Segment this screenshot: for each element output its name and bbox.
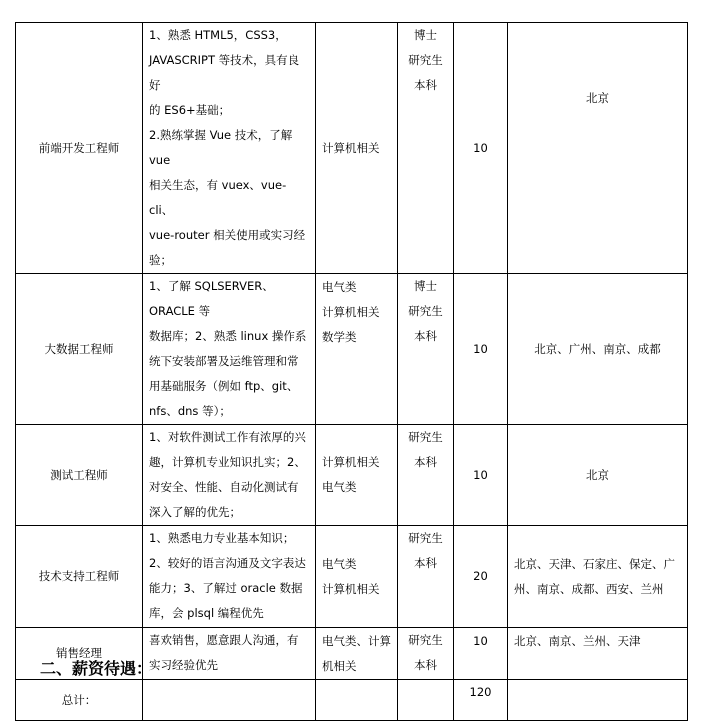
degree-cell: 研究生 本科 [398,526,454,628]
section-heading: 二、薪资待遇： [40,659,153,678]
headcount-cell: 10 [454,23,508,274]
job-openings-table [15,22,688,721]
major-cell: 计算机相关 电气类 [316,425,398,526]
location-cell: 北京 [508,425,688,526]
requirements-cell: 1、熟悉 HTML5，CSS3， JAVASCRIPT 等技术，具有良好 的 ES6+基础； 2.熟练掌握 Vue 技术，了解 vue 相关生态，有 vuex、vue-cli、 vue-router 相关使用或实习经 验； [143,23,316,274]
degree-cell: 博士 研究生 本科 [398,274,454,425]
headcount-cell: 10 [454,274,508,425]
degree-cell: 研究生 本科 [398,628,454,680]
table-row [16,425,688,526]
table-row [16,526,688,628]
job-title-cell: 测试工程师 [16,425,143,526]
empty-cell [143,680,316,721]
requirements-cell: 1、熟悉电力专业基本知识； 2、较好的语言沟通及文字表达 能力；3、了解过 oracle 数据 库，会 plsql 编程优先 [143,526,316,628]
job-title-cell: 大数据工程师 [16,274,143,425]
major-cell: 电气类 计算机相关 [316,526,398,628]
headcount-cell: 10 [454,425,508,526]
total-label: 总计： [16,680,143,721]
location-cell: 北京 [508,23,688,274]
table-row [16,23,688,274]
location-cell: 北京、广州、南京、成都 [508,274,688,425]
requirements-cell: 1、了解 SQLSERVER、ORACLE 等 数据库；2、熟悉 linux 操作系 统下安装部署及运维管理和常 用基础服务（例如 ftp、git、 nfs、dns 等）； [143,274,316,425]
major-cell: 电气类、计算 机相关 [316,628,398,680]
empty-cell [508,680,688,721]
job-title-cell: 技术支持工程师 [16,526,143,628]
location-cell: 北京、天津、石家庄、保定、广 州、南京、成都、西安、兰州 [508,526,688,628]
major-cell: 电气类 计算机相关 数学类 [316,274,398,425]
degree-cell: 研究生 本科 [398,425,454,526]
major-cell: 计算机相关 [316,23,398,274]
total-headcount: 120 [454,680,508,721]
job-title-cell: 前端开发工程师 [16,23,143,274]
requirements-cell: 喜欢销售，愿意跟人沟通，有 实习经验优先 [143,628,316,680]
headcount-cell: 20 [454,526,508,628]
degree-cell: 博士 研究生 本科 [398,23,454,274]
empty-cell [398,680,454,721]
headcount-cell: 10 [454,628,508,680]
table-row [16,274,688,425]
location-cell: 北京、南京、兰州、天津 [508,628,688,680]
job-title-cell: 销售经理 [16,628,143,680]
total-row [16,680,688,721]
requirements-cell: 1、对软件测试工作有浓厚的兴 趣，计算机专业知识扎实；2、 对安全、性能、自动化测试有 深入了解的优先； [143,425,316,526]
empty-cell [316,680,398,721]
